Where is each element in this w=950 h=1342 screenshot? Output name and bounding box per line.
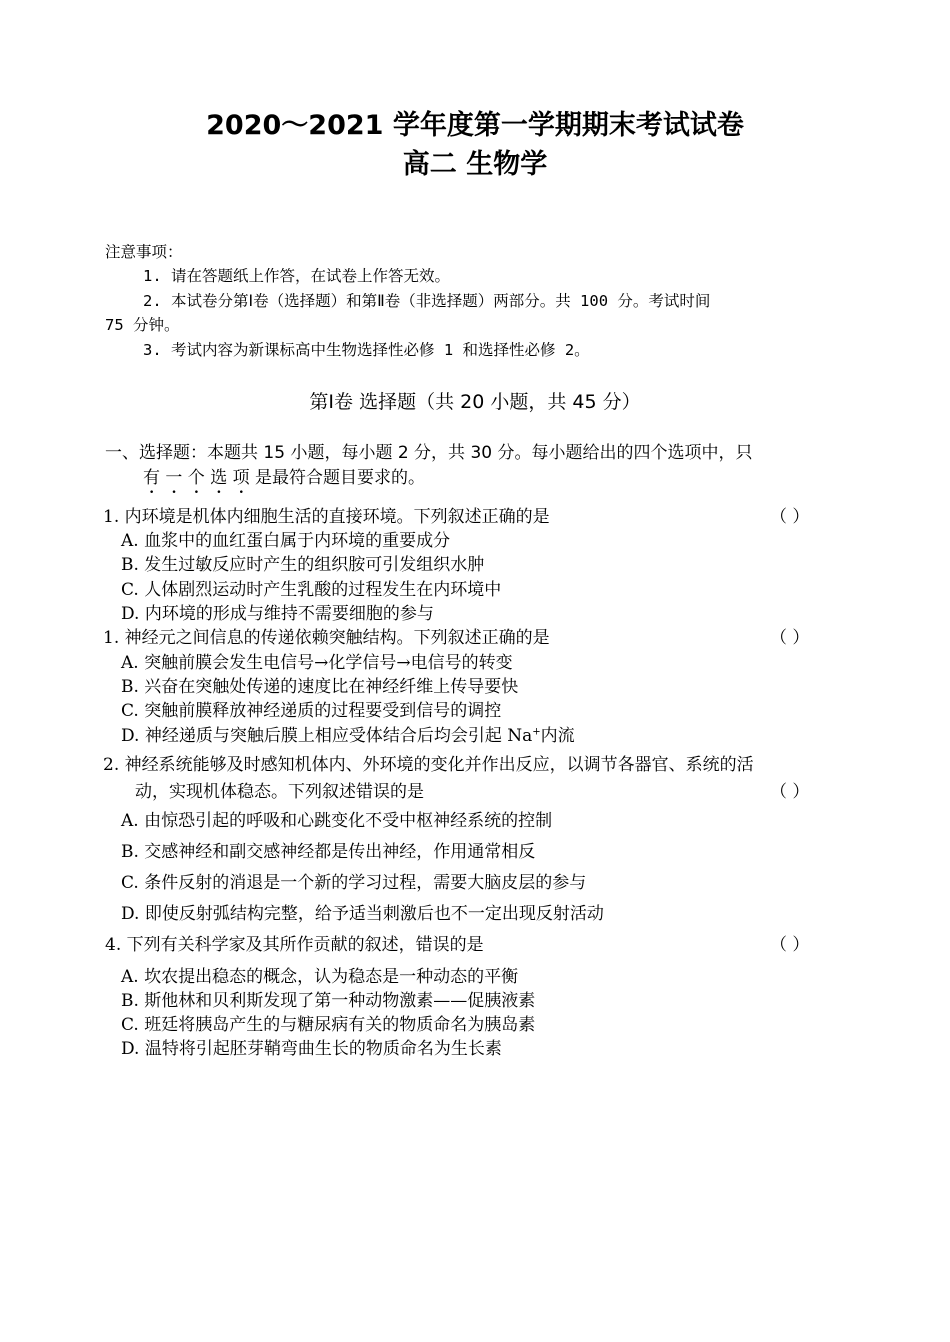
answer-bracket: （ ） xyxy=(770,782,810,802)
option-b: B. 兴奋在突触处传递的速度比在神经纤维上传导要快 xyxy=(121,677,519,697)
notice-item-3: 3. 考试内容为新课标高中生物选择性必修 1 和选择性必修 2。 xyxy=(143,341,590,359)
answer-bracket: （ ） xyxy=(770,507,810,527)
option-d xyxy=(121,721,575,746)
section-title: 第Ⅰ卷 选择题（共 20 小题，共 45 分） xyxy=(309,391,641,413)
part-instruction-cont xyxy=(143,463,425,498)
question-stem: 4. 下列有关科学家及其所作贡献的叙述，错误的是 xyxy=(105,935,484,955)
notice-item-2-cont: 75 分钟。 xyxy=(105,316,180,334)
page-title: 2020～2021 学年度第一学期期末考试试卷 xyxy=(206,110,744,141)
ion-charge: + xyxy=(532,726,541,738)
option-d: D. 温特将引起胚芽鞘弯曲生长的物质命名为生长素 xyxy=(121,1039,502,1059)
notice-item-1: 1. 请在答题纸上作答，在试卷上作答无效。 xyxy=(143,267,450,285)
option-a: A. 坎农提出稳态的概念，认为稳态是一种动态的平衡 xyxy=(121,967,519,987)
option-d: D. 内环境的形成与维持不需要细胞的参与 xyxy=(121,604,434,624)
option-d-text: D. 神经递质与突触后膜上相应受体结合后均会引起 Na xyxy=(121,726,533,746)
option-a: A. 血浆中的血红蛋白属于内环境的重要成分 xyxy=(121,531,451,551)
emphasized-text: 有 一 个 选 项 xyxy=(143,468,250,488)
option-c: C. 人体剧烈运动时产生乳酸的过程发生在内环境中 xyxy=(121,580,502,600)
option-a: A. 由惊恐引起的呼吸和心跳变化不受中枢神经系统的控制 xyxy=(121,811,553,831)
part-instruction: 一、选择题：本题共 15 小题，每小题 2 分，共 30 分。每小题给出的四个选项中，只 xyxy=(105,443,753,463)
notice-item-2: 2. 本试卷分第Ⅰ卷（选择题）和第Ⅱ卷（非选择题）两部分。共 100 分。考试时间 xyxy=(143,292,711,310)
option-c: C. 班廷将胰岛产生的与糖尿病有关的物质命名为胰岛素 xyxy=(121,1015,536,1035)
option-b: B. 斯他林和贝利斯发现了第一种动物激素——促胰液素 xyxy=(121,991,536,1011)
instruction-tail: 是最符合题目要求的。 xyxy=(255,468,426,488)
page-subtitle: 高二 生物学 xyxy=(402,149,548,180)
option-d-tail: 内流 xyxy=(540,726,575,746)
question-stem-cont: 动，实现机体稳态。下列叙述错误的是 xyxy=(135,782,424,802)
option-d: D. 即使反射弧结构完整，给予适当刺激后也不一定出现反射活动 xyxy=(121,904,604,924)
question-stem: 2. 神经系统能够及时感知机体内、外环境的变化并作出反应，以调节各器官、系统的活 xyxy=(103,755,754,775)
notice-heading: 注意事项： xyxy=(105,243,183,261)
question-stem: 1. 神经元之间信息的传递依赖突触结构。下列叙述正确的是 xyxy=(103,628,550,648)
option-b: B. 发生过敏反应时产生的组织胺可引发组织水肿 xyxy=(121,555,485,575)
option-b: B. 交感神经和副交感神经都是传出神经，作用通常相反 xyxy=(121,842,536,862)
option-a: A. 突触前膜会发生电信号→化学信号→电信号的转变 xyxy=(121,653,513,673)
answer-bracket: （ ） xyxy=(770,628,810,648)
option-c: C. 条件反射的消退是一个新的学习过程，需要大脑皮层的参与 xyxy=(121,873,587,893)
answer-bracket: （ ） xyxy=(770,935,810,955)
question-stem: 1. 内环境是机体内细胞生活的直接环境。下列叙述正确的是 xyxy=(103,507,550,527)
option-c: C. 突触前膜释放神经递质的过程要受到信号的调控 xyxy=(121,701,502,721)
